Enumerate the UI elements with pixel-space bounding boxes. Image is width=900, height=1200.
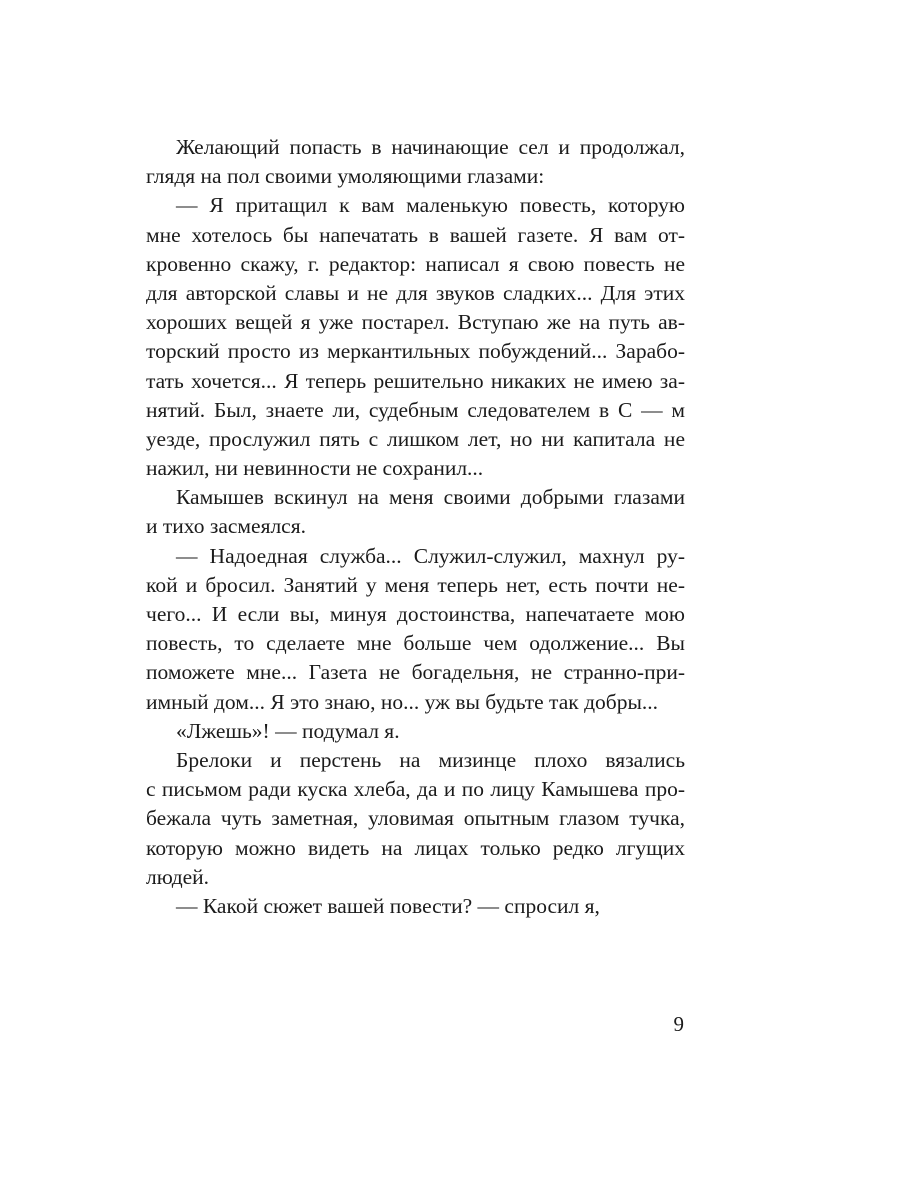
text-line: — Я притащил к вам маленькую повесть, которую: [176, 193, 685, 218]
text-line: — Какой сюжет вашей повести? — спросил я,: [176, 893, 600, 918]
text-line: мне хотелось бы напечатать в вашей газете. Я вам от-: [146, 222, 685, 247]
text-line: тать хочется... Я теперь решительно никаких не имею за-: [146, 368, 685, 393]
text-line: нажил, ни невинности не сохранил...: [146, 456, 484, 481]
text-line: уезде, прослужил пять с лишком лет, но ни капитала не: [146, 426, 685, 451]
text-line: с письмом ради куска хлеба, да и по лицу Камышева про-: [146, 777, 685, 802]
text-line: глядя на пол своими умоляющими глазами:: [146, 164, 545, 189]
text-line: нятий. Был, знаете ли, судебным следователем в С — м: [146, 397, 685, 422]
text-line: бежала чуть заметная, уловимая опытным глазом тучка,: [146, 806, 685, 831]
text-line: Камышев вскинул на меня своими добрыми глазами: [176, 485, 685, 510]
text-line: кровенно скажу, г. редактор: написал я свою повесть не: [146, 251, 685, 276]
paragraph-6: [146, 746, 685, 892]
text-line: для авторской славы и не для звуков сладких... Для этих: [146, 280, 685, 305]
text-line: торский просто из меркантильных побуждений... Зарабо-: [146, 339, 685, 364]
paragraph-1: [146, 133, 685, 191]
text-line: которую можно видеть на лицах только редко лгущих: [146, 835, 685, 860]
paragraph-2: [146, 191, 685, 483]
text-line: чего... И если вы, минуя достоинства, напечатаете мою: [146, 602, 685, 626]
text-line: имный дом... Я это знаю, но... уж вы будьте так добры...: [146, 689, 659, 714]
paragraph-5: [146, 717, 685, 746]
paragraph-7: [146, 892, 685, 921]
text-line: людей.: [146, 864, 210, 889]
page-number: 9: [673, 1012, 684, 1036]
text-line: Брелоки и перстень на мизинце плохо вязались: [176, 747, 685, 772]
body-text: [146, 133, 685, 921]
paragraph-4: [146, 542, 685, 717]
text-line: поможете мне... Газета не богадельня, не странно-при-: [146, 660, 685, 685]
text-line: кой и бросил. Занятий у меня теперь нет, есть почти не-: [146, 572, 685, 597]
text-line: повесть, то сделаете мне больше чем одолжение... Вы: [146, 631, 685, 656]
text-line: «Лжешь»! — подумал я.: [176, 718, 400, 743]
paragraph-3: [146, 483, 685, 541]
text-line: и тихо засмеялся.: [146, 514, 306, 539]
text-line: — Надоедная служба... Служил-служил, махнул ру-: [176, 543, 685, 568]
text-line: Желающий попасть в начинающие сел и продолжал,: [176, 135, 685, 159]
text-line: хороших вещей я уже постарел. Вступаю же на путь ав-: [146, 310, 685, 335]
